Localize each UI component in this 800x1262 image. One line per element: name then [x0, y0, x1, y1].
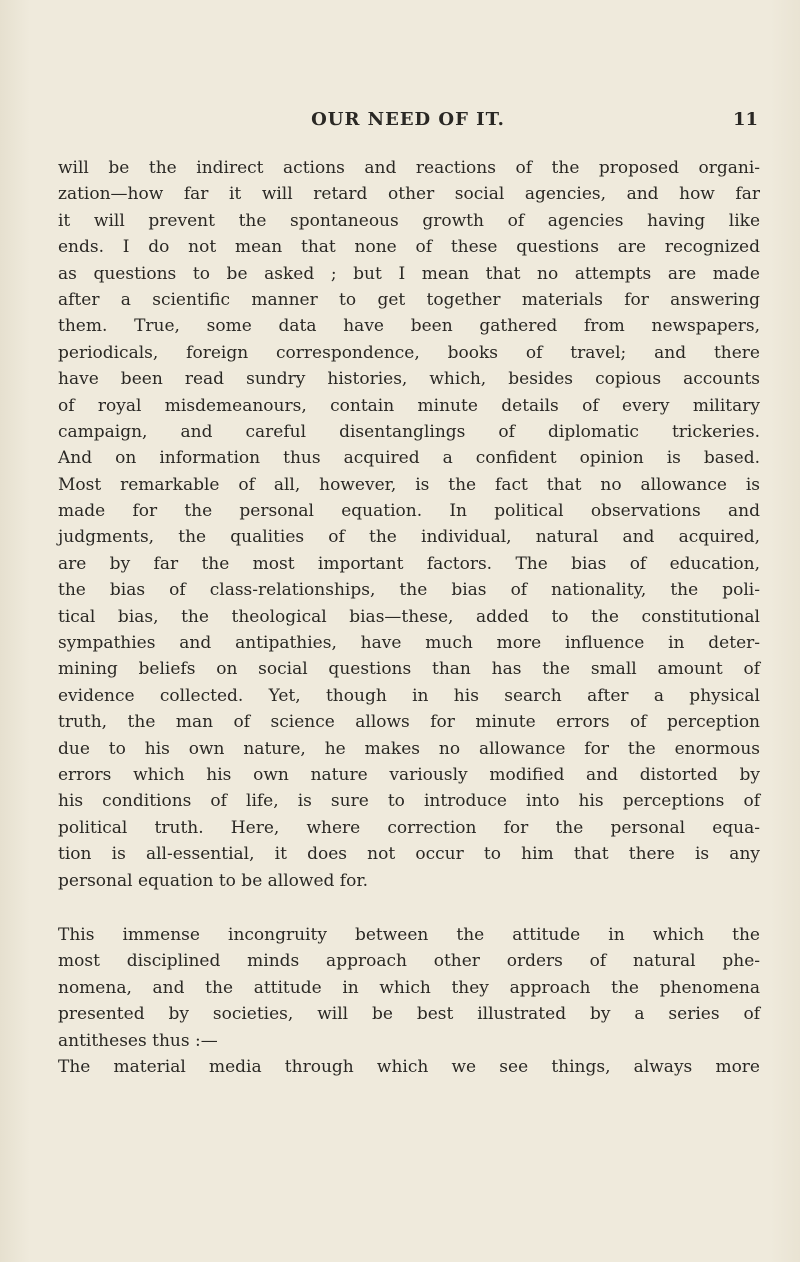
page-number: 11 [732, 109, 758, 130]
text-line: ends. I do not mean that none of these questions are recognized [58, 237, 760, 258]
text-line: This immense incongruity between the attitude in which the [58, 924, 760, 945]
text-line: are by far the most important factors. The bias of education, [58, 553, 760, 574]
paragraph-2 [58, 922, 760, 1080]
text-line: them. True, some data have been gathered from newspapers, [58, 316, 760, 337]
text-line: The material media through which we see things, always more [58, 1056, 760, 1077]
text-line: due to his own nature, he makes no allowance for the enormous [58, 738, 760, 759]
text-line: nomena, and the attitude in which they approach the phenomena [58, 977, 760, 998]
text-line: political truth. Here, where correction for the personal equa- [58, 817, 760, 838]
text-line: have been read sundry histories, which, besides copious accounts [58, 369, 760, 390]
text-line: presented by societies, will be best illustrated by a series of [58, 1004, 760, 1025]
text-line: truth, the man of science allows for minute errors of perception [58, 712, 760, 733]
text-line: made for the personal equation. In political observations and [58, 501, 760, 522]
text-line: tical bias, the theological bias—these, added to the constitutional [58, 606, 760, 627]
text-line: judgments, the qualities of the individual, natural and acquired, [58, 527, 760, 548]
text-line: periodicals, foreign correspondence, books of travel; and there [58, 342, 760, 363]
text-line: sympathies and antipathies, have much more influence in deter- [58, 633, 760, 654]
text-line: will be the indirect actions and reactions of the proposed organi- [58, 158, 760, 178]
text-line: Most remarkable of all, however, is the fact that no allowance is [58, 474, 760, 495]
text-line: errors which his own nature variously modified and distorted by [58, 764, 760, 785]
paragraph-1 [58, 155, 760, 894]
text-line: personal equation to be allowed for. [58, 870, 368, 891]
text-line: of royal misdemeanours, contain minute details of every military [58, 395, 760, 416]
text-line: tion is all-essential, it does not occur to him that there is any [58, 844, 760, 865]
page-header [58, 109, 758, 139]
text-line: it will prevent the spontaneous growth of agencies having like [58, 210, 760, 231]
text-line: the bias of class-relationships, the bias of nationality, the poli- [58, 580, 760, 601]
text-line: as questions to be asked ; but I mean that no attempts are made [58, 263, 760, 284]
text-line: most disciplined minds approach other orders of natural phe- [58, 951, 760, 972]
text-line: And on information thus acquired a confident opinion is based. [58, 448, 760, 469]
text-line: zation—how far it will retard other social agencies, and how far [58, 184, 760, 205]
paragraph-spacer [58, 894, 760, 922]
text-line: his conditions of life, is sure to introduce into his perceptions of [58, 791, 760, 812]
text-line: after a scientific manner to get together materials for answering [58, 289, 760, 310]
text-line: evidence collected. Yet, though in his search after a physical [58, 685, 760, 706]
text-line: mining beliefs on social questions than has the small amount of [58, 659, 760, 680]
running-head: OUR NEED OF IT. [311, 109, 505, 130]
body-text [58, 155, 760, 1080]
text-line: antitheses thus :— [58, 1030, 218, 1051]
text-line: campaign, and careful disentanglings of diplomatic trickeries. [58, 421, 760, 442]
